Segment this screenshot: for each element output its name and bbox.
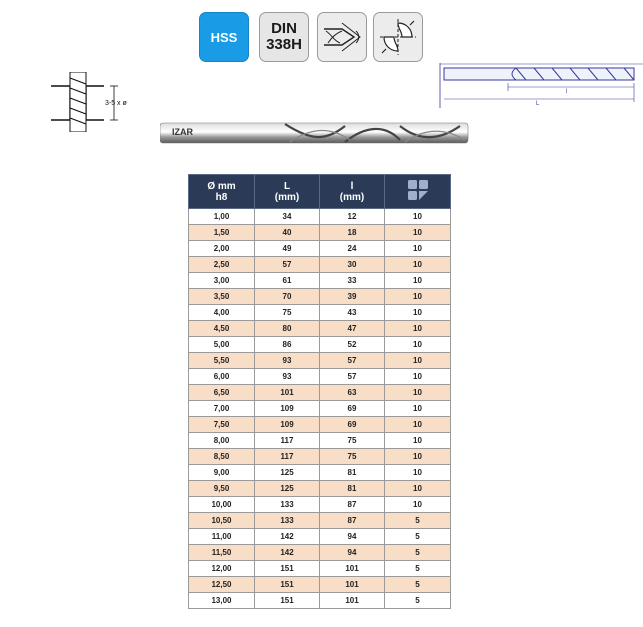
package-qty-cell: 10	[385, 497, 451, 513]
diameter-cell: 6,00	[189, 369, 255, 385]
table-row	[189, 385, 451, 401]
tool-cross-section-icon	[373, 12, 423, 62]
diameter-cell: 1,50	[189, 225, 255, 241]
table-row	[189, 321, 451, 337]
total-length-cell: 125	[255, 465, 320, 481]
table-row	[189, 417, 451, 433]
table-row	[189, 577, 451, 593]
package-qty-cell: 10	[385, 401, 451, 417]
package-qty-cell: 10	[385, 481, 451, 497]
package-qty-cell: 10	[385, 225, 451, 241]
total-length-cell: 117	[255, 449, 320, 465]
flute-length-cell: 24	[320, 241, 385, 257]
diameter-cell: 11,50	[189, 545, 255, 561]
diameter-cell: 9,00	[189, 465, 255, 481]
hss-badge	[199, 12, 249, 62]
flute-length-cell: 57	[320, 369, 385, 385]
table-row	[189, 209, 451, 225]
flute-length-cell: 47	[320, 321, 385, 337]
header-package-qty	[385, 175, 451, 209]
table-row	[189, 433, 451, 449]
flute-length-cell: 39	[320, 289, 385, 305]
package-qty-cell: 10	[385, 241, 451, 257]
diameter-cell: 2,50	[189, 257, 255, 273]
total-length-cell: 86	[255, 337, 320, 353]
table-row	[189, 257, 451, 273]
flute-length-cell: 69	[320, 417, 385, 433]
total-length-cell: 80	[255, 321, 320, 337]
flute-length-cell: 75	[320, 433, 385, 449]
diameter-cell: 1,00	[189, 209, 255, 225]
package-qty-cell: 5	[385, 545, 451, 561]
flute-length-cell: 87	[320, 513, 385, 529]
header-flute-length: l (mm)	[320, 175, 385, 209]
drill-product-image	[160, 118, 470, 148]
drill-dimension-diagram	[438, 62, 643, 110]
flute-length-cell: 33	[320, 273, 385, 289]
diameter-cell: 13,00	[189, 593, 255, 609]
package-qty-cell: 10	[385, 353, 451, 369]
package-qty-cell: 5	[385, 529, 451, 545]
flute-length-cell: 63	[320, 385, 385, 401]
drilling-depth-diagram	[48, 72, 148, 132]
flute-length-label: l	[566, 89, 568, 95]
diameter-cell: 7,50	[189, 417, 255, 433]
table-row	[189, 481, 451, 497]
total-length-cell: 125	[255, 481, 320, 497]
total-length-cell: 61	[255, 273, 320, 289]
table-row	[189, 289, 451, 305]
diameter-cell: 5,50	[189, 353, 255, 369]
package-qty-cell: 10	[385, 337, 451, 353]
diameter-cell: 10,00	[189, 497, 255, 513]
flute-length-cell: 87	[320, 497, 385, 513]
flute-length-cell: 12	[320, 209, 385, 225]
total-length-cell: 151	[255, 561, 320, 577]
flute-length-cell: 94	[320, 545, 385, 561]
diameter-cell: 3,50	[189, 289, 255, 305]
table-row	[189, 369, 451, 385]
flute-length-cell: 81	[320, 481, 385, 497]
table-header-row	[189, 175, 451, 209]
flute-length-cell: 30	[320, 257, 385, 273]
package-qty-cell: 10	[385, 465, 451, 481]
table-row	[189, 529, 451, 545]
diameter-cell: 8,50	[189, 449, 255, 465]
total-length-cell: 151	[255, 593, 320, 609]
table-row	[189, 561, 451, 577]
table-row	[189, 401, 451, 417]
total-length-cell: 93	[255, 369, 320, 385]
diameter-cell: 12,50	[189, 577, 255, 593]
total-length-cell: 109	[255, 417, 320, 433]
table-row	[189, 241, 451, 257]
diameter-cell: 6,50	[189, 385, 255, 401]
din-badge	[259, 12, 309, 62]
total-length-cell: 133	[255, 497, 320, 513]
total-length-cell: 70	[255, 289, 320, 305]
table-row	[189, 305, 451, 321]
package-qty-cell: 10	[385, 257, 451, 273]
diameter-cell: 5,00	[189, 337, 255, 353]
diameter-cell: 7,00	[189, 401, 255, 417]
total-length-cell: 57	[255, 257, 320, 273]
table-row	[189, 449, 451, 465]
total-length-cell: 75	[255, 305, 320, 321]
flute-length-cell: 94	[320, 529, 385, 545]
total-length-cell: 34	[255, 209, 320, 225]
table-row	[189, 593, 451, 609]
table-row	[189, 513, 451, 529]
din-label-line1: DIN	[271, 20, 297, 37]
table-row	[189, 225, 451, 241]
flute-length-cell: 43	[320, 305, 385, 321]
package-qty-cell: 10	[385, 305, 451, 321]
package-qty-cell: 5	[385, 577, 451, 593]
package-qty-cell: 5	[385, 513, 451, 529]
flute-length-cell: 57	[320, 353, 385, 369]
package-qty-cell: 10	[385, 321, 451, 337]
total-length-cell: 142	[255, 529, 320, 545]
flute-length-cell: 69	[320, 401, 385, 417]
drill-point-angle-icon	[317, 12, 367, 62]
package-qty-cell: 10	[385, 385, 451, 401]
package-qty-cell: 10	[385, 449, 451, 465]
flute-length-cell: 101	[320, 593, 385, 609]
diameter-cell: 12,00	[189, 561, 255, 577]
total-length-cell: 101	[255, 385, 320, 401]
diameter-cell: 10,50	[189, 513, 255, 529]
total-length-cell: 133	[255, 513, 320, 529]
total-length-cell: 151	[255, 577, 320, 593]
depth-label: 3-5 x ø	[105, 100, 127, 107]
diameter-cell: 9,50	[189, 481, 255, 497]
din-label-line2: 338H	[266, 36, 302, 53]
dimensions-table	[188, 174, 451, 609]
flute-length-cell: 101	[320, 561, 385, 577]
diameter-cell: 4,50	[189, 321, 255, 337]
table-row	[189, 273, 451, 289]
brand-logo: IZAR	[172, 127, 193, 137]
hss-label: HSS	[210, 29, 238, 45]
table-row	[189, 353, 451, 369]
package-qty-cell: 10	[385, 209, 451, 225]
flute-length-cell: 75	[320, 449, 385, 465]
table-row	[189, 497, 451, 513]
diameter-cell: 11,00	[189, 529, 255, 545]
total-length-cell: 40	[255, 225, 320, 241]
package-qty-cell: 5	[385, 561, 451, 577]
package-qty-icon	[406, 178, 430, 202]
total-length-cell: 49	[255, 241, 320, 257]
flute-length-cell: 52	[320, 337, 385, 353]
diameter-cell: 2,00	[189, 241, 255, 257]
table-row	[189, 337, 451, 353]
total-length-cell: 93	[255, 353, 320, 369]
table-row	[189, 545, 451, 561]
package-qty-cell: 10	[385, 289, 451, 305]
flute-length-cell: 101	[320, 577, 385, 593]
total-length-cell: 142	[255, 545, 320, 561]
header-diameter: Ø mm h8	[189, 175, 255, 209]
package-qty-cell: 5	[385, 593, 451, 609]
flute-length-cell: 18	[320, 225, 385, 241]
total-length-cell: 117	[255, 433, 320, 449]
total-length-cell: 109	[255, 401, 320, 417]
total-length-label: L	[536, 101, 540, 107]
flute-length-cell: 81	[320, 465, 385, 481]
diameter-cell: 3,00	[189, 273, 255, 289]
package-qty-cell: 10	[385, 369, 451, 385]
header-total-length: L (mm)	[255, 175, 320, 209]
table-row	[189, 465, 451, 481]
diameter-cell: 4,00	[189, 305, 255, 321]
package-qty-cell: 10	[385, 273, 451, 289]
diameter-cell: 8,00	[189, 433, 255, 449]
package-qty-cell: 10	[385, 433, 451, 449]
package-qty-cell: 10	[385, 417, 451, 433]
